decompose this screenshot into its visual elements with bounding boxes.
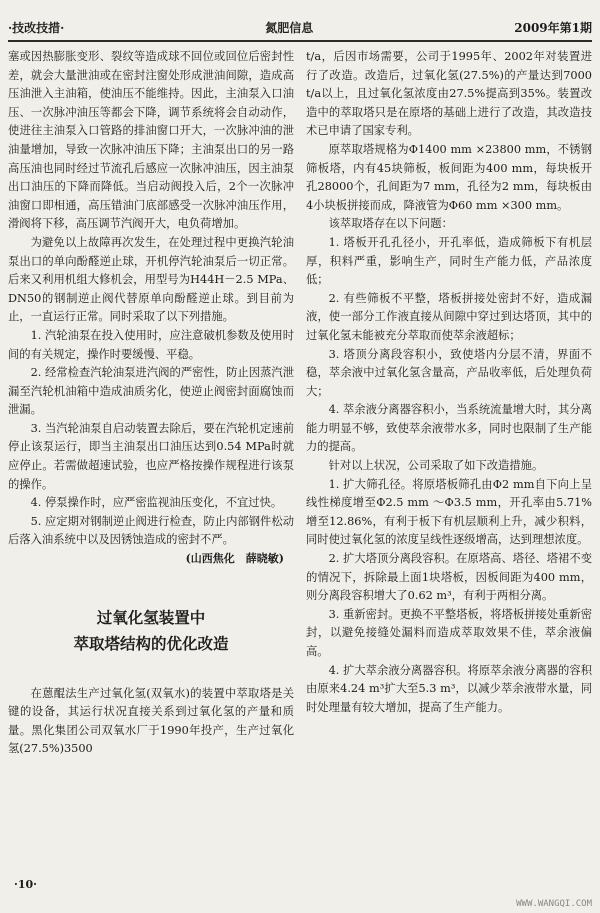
list-item: 3. 重新密封。更换不平整塔板，将塔板拼接处重新密封，以避免接缝处漏料而造成萃取效果不佳，萃余液偏高。	[306, 607, 592, 658]
list-item: 2. 经常检查汽轮油泵进汽阀的严密性，防止因蒸汽泄漏至汽轮机油箱中造成油质劣化，使逆止阀密封面腐蚀而泄漏。	[8, 366, 294, 417]
paragraph: 原萃取塔规格为Φ1400 mm ×23800 mm，不锈钢筛板塔，内有45块筛板，板间距为400 mm，每块板开孔28000个，孔间距为7 mm，孔径为2 mm，每块板由4小块板拼接而成，降液管为Φ60 mm ×300 mm。	[306, 142, 592, 212]
paragraph: 为避免以上故障再次发生，在处理过程中更换汽轮油泵出口的单向酚醛逆止球，开机停汽轮油泵后一切正常。后来又利用机组大修机会，用型号为H44H－2.5 MPa、DN50的钢制逆止阀代替原单向酚醛逆止球。到目前为止，一直运行正常。同时采取了以下列措施。	[8, 235, 294, 324]
right-column	[306, 48, 592, 717]
watermark: WWW.WANGQI.COM	[516, 899, 592, 909]
title-line: 过氧化氢装置中	[96, 608, 206, 627]
list-item: 4. 扩大萃余液分离器容积。将原萃余液分离器的容积由原来4.24 m³扩大至5.3 m³，以减少萃余液带水量，同时处理量有较大增加，提高了生产能力。	[306, 663, 592, 714]
left-column	[8, 48, 294, 759]
article-title	[8, 605, 294, 657]
list-item: 1. 扩大筛孔径。将原塔板筛孔由Φ2 mm自下向上呈线性梯度增至Φ2.5 mm ～Φ3.5 mm，开孔率由5.71%增至12.86%，有利于板下有机层顺利上升，减少积料，同时使过氧化氢的浓度呈线性逐级增高，达到理想浓度。	[306, 477, 592, 547]
page-header	[8, 14, 592, 42]
list-item: 2. 扩大塔顶分离段容积。在原塔高、塔径、塔裙不变的情况下，拆除最上面1块塔板，因板间距为400 mm，则分离段容积增大了0.62 m³，有利于两相分离。	[306, 552, 592, 603]
paragraph: 塞或因热膨胀变形、裂纹等造成球不回位或回位后密封性差，就会大量泄油或在密封注窗处形成泄油间隙，造成高压油泄入主油箱，使油压不能维持。因此，主油泵入口油压、一次脉冲油压等都会下降，调节系统将会自动动作，使进往主油泵入口管路的排油窗口开大，一次脉冲油的泄油量增加，导致一次脉冲油压下降；主油泵出口的另一路高压油也同时经过节流孔后感应一次脉冲油压，因主油泵出口油压的下降而降低。当启动阀投入后，2个一次脉冲油窗口即相通，高压错油门底部感受一次脉冲油压作用，滑阀将下移，高压调节汽阀开大，电负荷增加。	[8, 50, 294, 231]
list-item: 3. 塔顶分离段容积小，致使塔内分层不清，界面不稳，萃余液中过氧化氢含量高，产品收率低，后处理负荷大；	[306, 347, 592, 398]
paragraph: 该萃取塔存在以下问题：	[328, 217, 453, 231]
journal-name: 氮肥信息	[265, 20, 314, 35]
paragraph: 在蒽醌法生产过氧化氢(双氧水)的装置中萃取塔是关键的设备，其运行状况直接关系到过氧化氢的产量和质量。黑化集团公司双氧水厂于1990年投产，生产过氧化氢(27.5%)3500	[8, 686, 294, 756]
list-item: 3. 当汽轮油泵自启动装置去除后，要在汽轮机定速前停止该泵运行，即当主油泵出口油压达到0.54 MPa时就应停止。若需做超速试验，也应严格按操作规程进行该泵的操作。	[8, 421, 294, 491]
paragraph: 针对以上状况，公司采取了如下改造措施。	[328, 459, 544, 473]
title-line: 萃取塔结构的优化改造	[73, 634, 229, 653]
list-item: 4. 萃余液分离器容积小，当系统流量增大时，其分离能力明显不够，致使萃余液带水多，同时也限制了生产能力的提高。	[306, 403, 592, 454]
list-item: 1. 塔板开孔孔径小，开孔率低，造成筛板下有机层厚，积料严重，影响生产，同时生产能力低，产品浓度低；	[306, 235, 592, 287]
list-item: 1. 汽轮油泵在投入使用时，应注意破机参数及使用时间的有关规定，操作时要缓慢、平稳。	[8, 328, 294, 361]
paragraph: t/a，后因市场需要，公司于1995年、2002年对装置进行了改造。改造后，过氧化氢(27.5%)的产量达到7000 t/a以上，且过氧化氢浓度由27.5%提高到35%。装置改造中的萃取塔只是在原塔的基础上进行了改造，其改造技术已申请了国家专利。	[306, 50, 592, 138]
list-item: 2. 有些筛板不平整，塔板拼接处密封不好，造成漏液，使一部分工作液直接从间隙中穿过到达塔顶，其中的过氧化氢未能被充分萃取而使萃余液超标；	[306, 291, 592, 342]
author-signature: (山西焦化 薛晓敏)	[185, 552, 284, 566]
page-number: ·10·	[14, 878, 37, 891]
list-item: 4. 停泵操作时，应严密监视油压变化，不宜过快。	[30, 496, 283, 510]
issue-label: 2009年第1期	[514, 20, 592, 35]
section-label: ·技改技措·	[8, 20, 65, 35]
list-item: 5. 应定期对钢制逆止阀进行检查，防止内部钢件松动后落入油系统中以及因锈蚀造成的密封不严。	[8, 514, 294, 547]
